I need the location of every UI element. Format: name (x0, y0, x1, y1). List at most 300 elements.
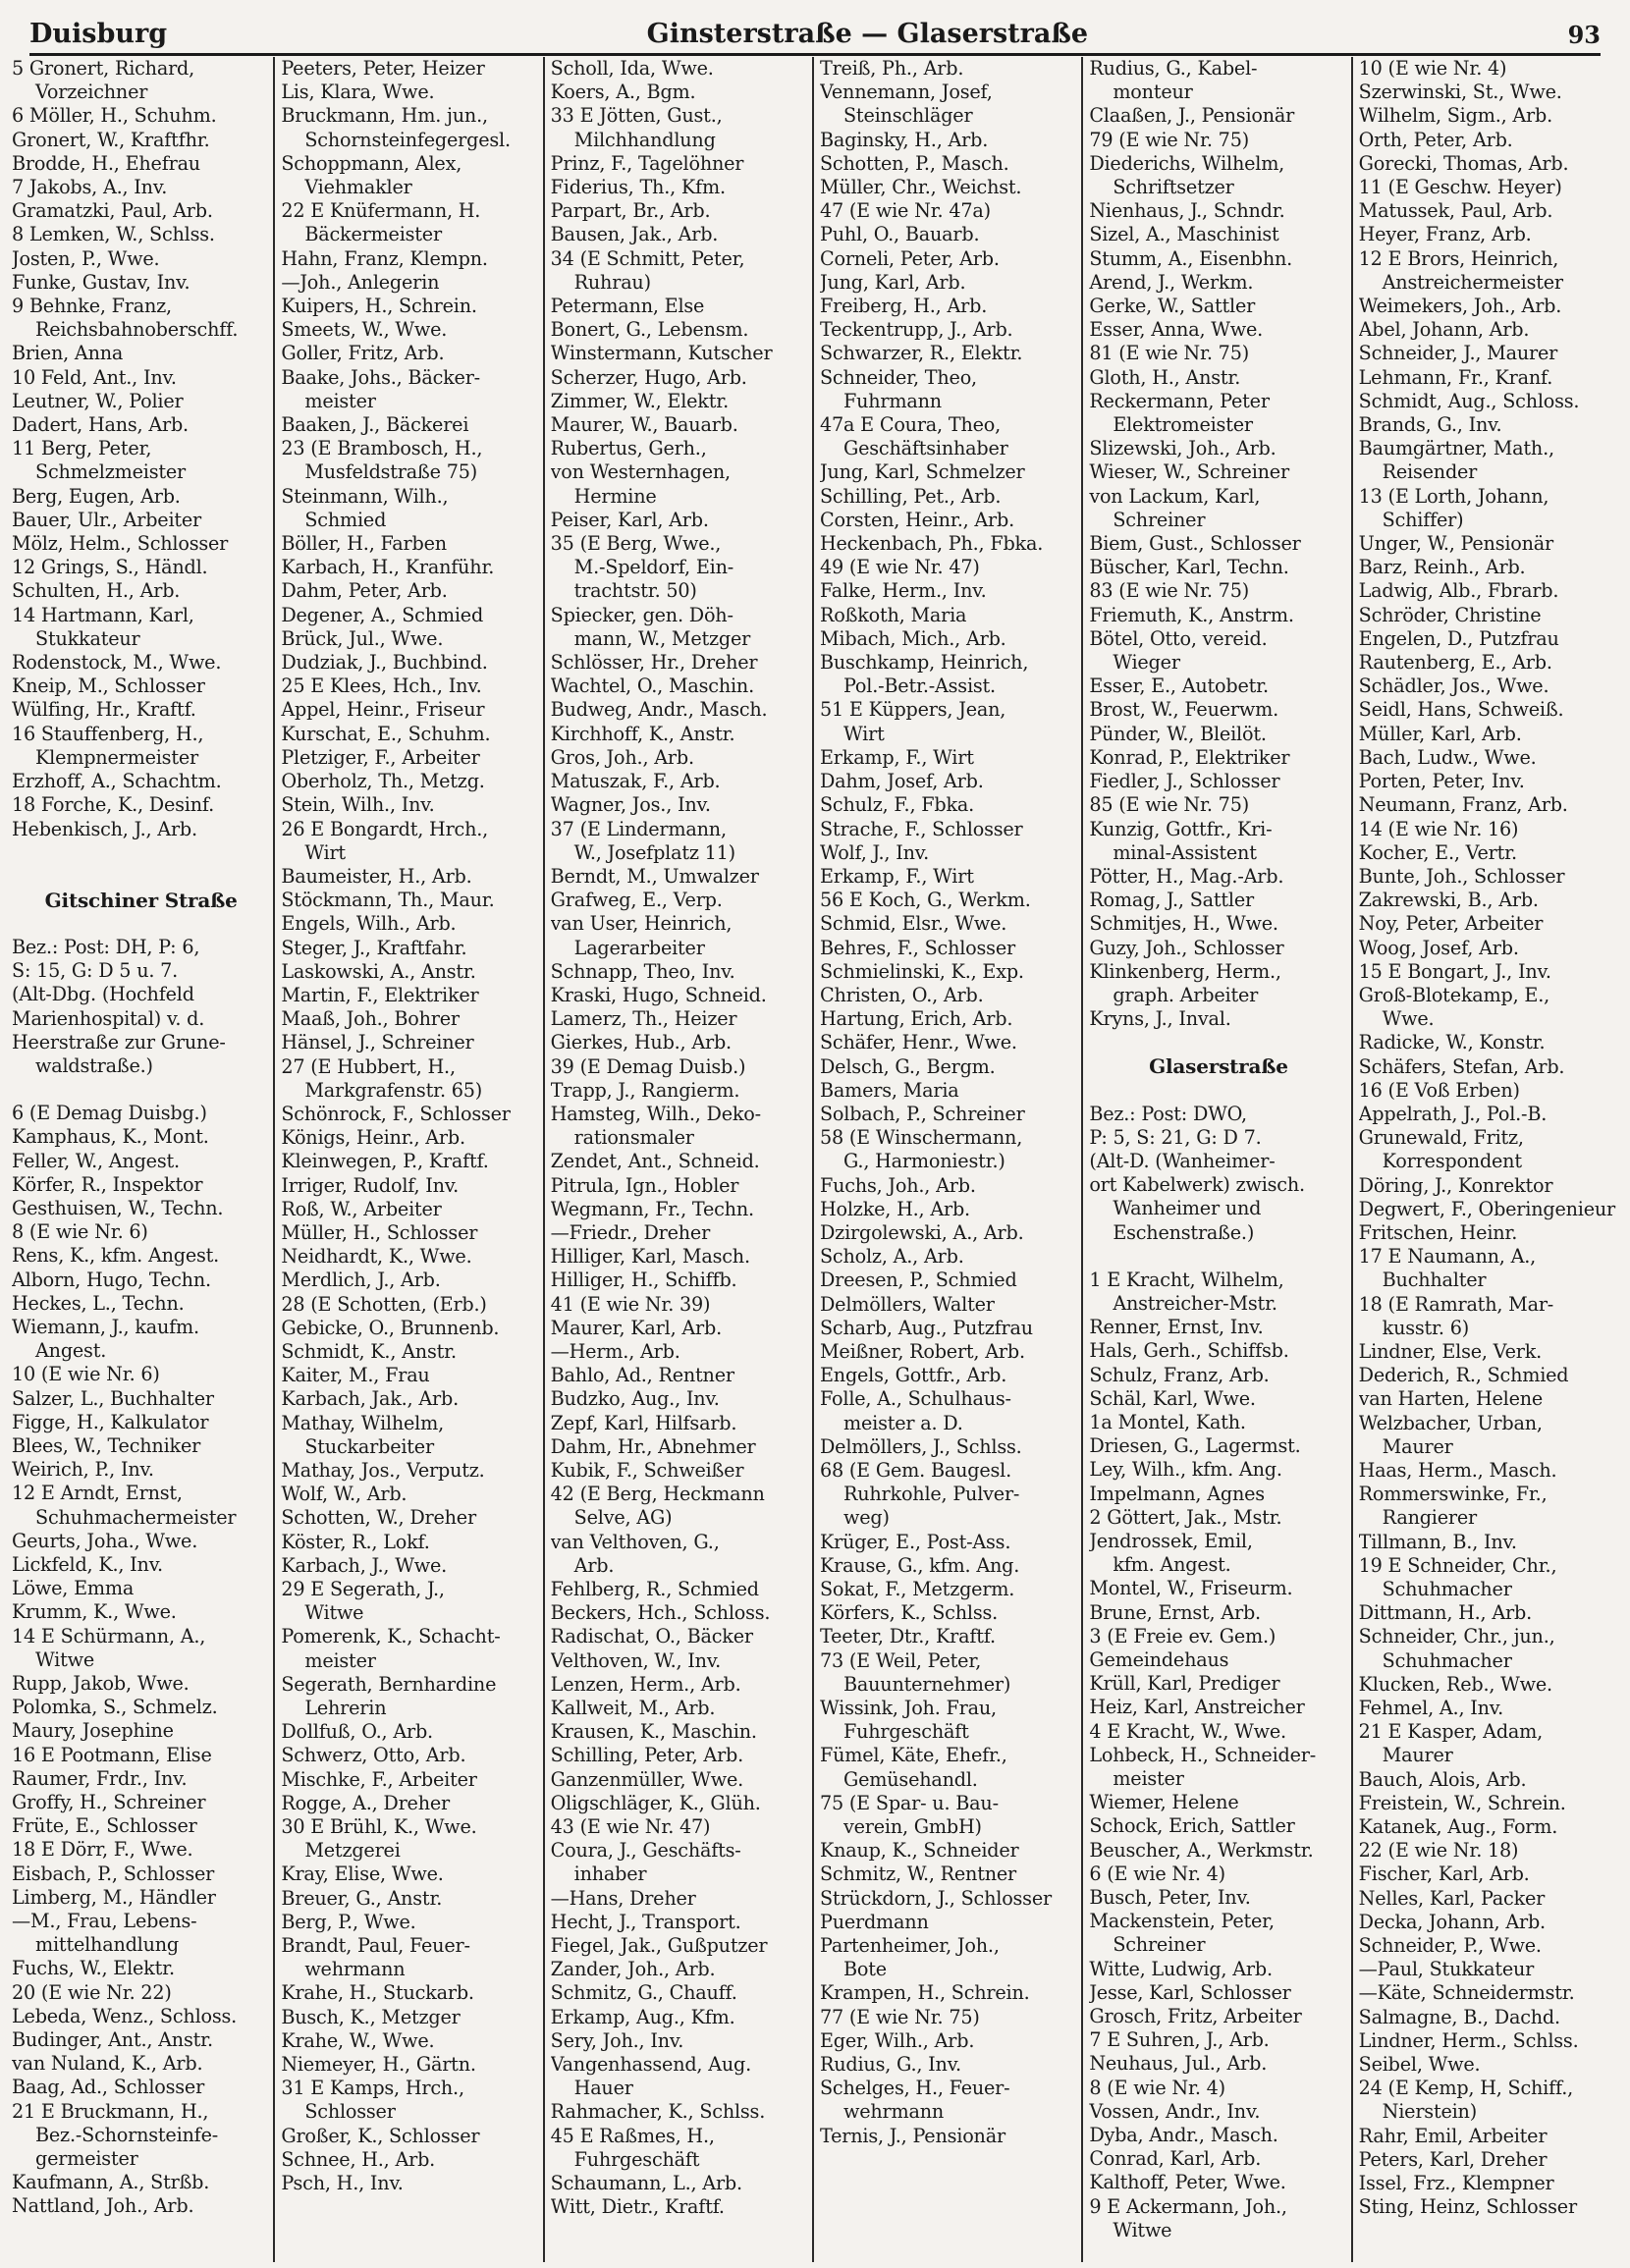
directory-entry: Rautenberg, E., Arb. (1358, 651, 1552, 675)
entry-continuation: Klempnermeister (35, 745, 198, 769)
entry-continuation: Wieger (1113, 651, 1180, 675)
entry-continuation: Milchhandlung (573, 128, 716, 151)
directory-entry: Vennemann, Josef, (819, 81, 993, 104)
directory-entry: 9 E Ackermann, Joh., (1089, 2194, 1287, 2218)
directory-entry: 25 E Klees, Hch., Inv. (281, 675, 482, 698)
entry-continuation: Witwe (304, 1601, 364, 1625)
directory-entry: Rogge, A., Dreher (281, 1791, 450, 1814)
directory-entry: Groß-Blotekamp, E., (1358, 983, 1549, 1006)
directory-entry: Mackenstein, Peter, (1089, 1910, 1275, 1933)
directory-entry: 16 Stauffenberg, H., (12, 722, 204, 745)
directory-entry: Schneider, J., Maurer (1358, 342, 1558, 365)
directory-entry: 6 (E wie Nr. 4) (1089, 1862, 1225, 1885)
directory-entry: Lenzen, Herm., Arb. (550, 1672, 741, 1696)
directory-entry: 77 (E wie Nr. 75) (819, 2005, 980, 2028)
directory-entry: Pünder, W., Bleilöt. (1089, 722, 1267, 745)
entry-continuation: minal-Assistent (1113, 840, 1257, 864)
directory-entry: 27 (E Hubbert, H., (281, 1054, 456, 1078)
directory-entry: Alborn, Hugo, Techn. (12, 1268, 211, 1291)
directory-entry: Solbach, P., Schreiner (819, 1102, 1025, 1125)
directory-entry: 14 Hartmann, Karl, (12, 603, 194, 626)
directory-entry: Fuchs, Joh., Arb. (819, 1173, 976, 1197)
directory-entry: Gerke, W., Sattler (1089, 295, 1256, 318)
entry-continuation: mittelhandlung (35, 1933, 180, 1957)
directory-entry: 41 (E wie Nr. 39) (550, 1292, 711, 1316)
directory-entry: Wolf, J., Inv. (819, 840, 930, 864)
directory-entry: Döring, J., Konrektor (1358, 1173, 1553, 1197)
directory-entry: Christen, O., Arb. (819, 983, 984, 1006)
directory-entry: Unger, W., Pensionär (1358, 532, 1553, 556)
directory-entry: Fuchs, W., Elektr. (12, 1957, 175, 1980)
directory-entry: Neidhardt, K., Wwe. (281, 1245, 472, 1269)
directory-entry: 2 Göttert, Jak., Mstr. (1089, 1505, 1282, 1529)
directory-entry: 11 (E Geschw. Heyer) (1358, 176, 1562, 199)
directory-entry: Maaß, Joh., Bohrer (281, 1007, 460, 1031)
directory-entry: Tillmann, B., Inv. (1358, 1530, 1517, 1553)
directory-entry: Issel, Frz., Klempner (1358, 2172, 1554, 2195)
directory-entry: Schlösser, Hr., Dreher (550, 651, 758, 675)
directory-entry: Behres, F., Schlosser (819, 936, 1015, 959)
entry-continuation: Gemüsehandl. (842, 1767, 978, 1791)
directory-entry: Gramatzki, Paul, Arb. (12, 199, 213, 223)
directory-entry: 28 (E Schotten, (Erb.) (281, 1292, 487, 1316)
directory-entry: Roßkoth, Maria (819, 603, 967, 626)
directory-entry: 26 E Bongardt, Hrch., (281, 817, 489, 840)
directory-entry: 14 (E wie Nr. 16) (1358, 817, 1519, 840)
directory-entry: Steger, J., Kraftfahr. (281, 936, 467, 959)
entry-continuation: Stuckarbeiter (304, 1434, 434, 1458)
directory-entry: Martin, F., Elektriker (281, 983, 479, 1006)
directory-entry: Schilling, Peter, Arb. (550, 1744, 744, 1767)
directory-entry: Scherzer, Hugo, Arb. (550, 365, 747, 389)
directory-entry: Seidl, Hans, Schweiß. (1358, 698, 1564, 722)
entry-continuation: Korrespondent (1382, 1150, 1522, 1173)
directory-entry: 8 (E wie Nr. 6) (12, 1220, 148, 1244)
directory-entry: Fiderius, Th., Kfm. (550, 176, 726, 199)
directory-entry: Bauer, Ulr., Arbeiter (12, 508, 202, 531)
directory-entry: Appelrath, J., Pol.-B. (1358, 1102, 1548, 1125)
directory-entry: —Friedr., Dreher (550, 1220, 711, 1244)
directory-entry: Baake, Johs., Bäcker- (281, 365, 480, 389)
directory-entry: Baumgärtner, Math., (1358, 437, 1554, 460)
directory-entry: Feller, W., Angest. (12, 1149, 180, 1172)
directory-entry: Bez.: Post: DH, P: 6, (12, 935, 200, 958)
directory-entry: Dadert, Hans, Arb. (12, 413, 189, 437)
directory-entry: Wülfing, Hr., Kraftf. (12, 698, 196, 722)
directory-entry: —M., Frau, Lebens- (12, 1910, 197, 1933)
entry-continuation: kusstr. 6) (1382, 1316, 1469, 1339)
directory-entry: Falke, Herm., Inv. (819, 579, 987, 603)
directory-entry: Spiecker, gen. Döh- (550, 603, 734, 626)
directory-entry: Wilhelm, Sigm., Arb. (1358, 104, 1553, 128)
directory-entry: Rahmacher, K., Schlss. (550, 2100, 766, 2124)
directory-entry: —Herm., Arb. (550, 1339, 680, 1363)
directory-entry: Schnapp, Theo, Inv. (550, 959, 735, 983)
directory-entry: 37 (E Lindermann, (550, 817, 727, 840)
entry-continuation: weg) (842, 1506, 890, 1530)
entry-continuation: Schuhmacher (1382, 1578, 1512, 1600)
city-heading: Duisburg (29, 19, 168, 49)
entry-continuation: waldstraße.) (35, 1053, 153, 1077)
directory-entry: Baaken, J., Bäckerei (281, 413, 469, 437)
directory-entry: Schädler, Jos., Wwe. (1358, 675, 1549, 698)
directory-entry: Bunte, Joh., Schlosser (1358, 864, 1565, 888)
directory-entry: Büscher, Karl, Techn. (1089, 556, 1289, 579)
directory-entry: Bamers, Maria (819, 1078, 959, 1102)
entry-continuation: Reichsbahnoberschff. (35, 318, 239, 342)
directory-entry: 6 (E Demag Duisbg.) (12, 1102, 207, 1125)
directory-entry: Esser, Anna, Wwe. (1089, 318, 1264, 342)
directory-entry: 9 Behnke, Franz, (12, 295, 172, 318)
directory-entry: Katanek, Aug., Form. (1358, 1815, 1558, 1839)
directory-entry: Hilliger, Karl, Masch. (550, 1245, 750, 1269)
directory-entry: Knaup, K., Schneider (819, 1839, 1019, 1863)
directory-entry: Arend, J., Werkm. (1089, 270, 1254, 294)
page-number: 93 (1567, 21, 1601, 49)
entry-continuation: Buchhalter (1382, 1269, 1487, 1292)
spacer (12, 912, 270, 936)
directory-entry: 8 (E wie Nr. 4) (1089, 2076, 1225, 2099)
directory-entry: Wissink, Joh. Frau, (819, 1697, 997, 1720)
directory-entry: P: 5, S: 21, G: D 7. (1089, 1125, 1262, 1149)
directory-entry: Bötel, Otto, vereid. (1089, 626, 1268, 650)
directory-entry: Koers, A., Bgm. (550, 81, 696, 104)
directory-entry: Driesen, G., Lagermst. (1089, 1434, 1301, 1458)
directory-entry: Neumann, Franz, Arb. (1358, 793, 1568, 817)
directory-entry: Psch, H., Inv. (281, 2172, 404, 2195)
directory-entry: Fehmel, A., Inv. (1358, 1697, 1504, 1720)
directory-entry: 24 (E Kemp, H, Schiff., (1358, 2077, 1574, 2100)
directory-entry: Witte, Ludwig, Arb. (1089, 1957, 1273, 1980)
directory-entry: Köster, R., Lokf. (281, 1530, 430, 1553)
directory-entry: Welzbacher, Urban, (1358, 1411, 1543, 1434)
directory-entry: 14 E Schürmann, A., (12, 1624, 206, 1647)
directory-entry: 33 E Jötten, Gust., (550, 104, 723, 128)
directory-entry: Teckentrupp, J., Arb. (819, 318, 1013, 342)
directory-entry: Decka, Johann, Arb. (1358, 1910, 1546, 1933)
spacer (12, 865, 270, 889)
directory-entry: Friemuth, K., Anstrm. (1089, 603, 1294, 626)
directory-entry: Kraski, Hugo, Schneid. (550, 983, 767, 1006)
directory-entry: Schotten, W., Dreher (281, 1506, 476, 1530)
directory-column-1 (6, 57, 275, 2262)
directory-entry: Stöckmann, Th., Maur. (281, 889, 495, 912)
directory-entry: Heyer, Franz, Arb. (1358, 223, 1532, 246)
directory-entry: 43 (E wie Nr. 47) (550, 1815, 711, 1839)
directory-entry: 12 E Arndt, Ernst, (12, 1482, 183, 1505)
entry-continuation: kfm. Angest. (1113, 1553, 1231, 1577)
directory-column-2 (275, 57, 544, 2262)
directory-entry: Erzhoff, A., Schachtm. (12, 770, 222, 793)
directory-entry: Berg, Eugen, Arb. (12, 484, 181, 508)
directory-entry: Lickfeld, K., Inv. (12, 1552, 163, 1576)
directory-entry: Müller, Chr., Weichst. (819, 176, 1022, 199)
directory-entry: Zepf, Karl, Hilfsarb. (550, 1411, 737, 1434)
street-range-heading: Ginsterstraße — Glaserstraße (646, 19, 1089, 49)
directory-entry: 15 E Bongart, J., Inv. (1358, 959, 1551, 983)
entry-continuation: Schlosser (304, 2100, 396, 2124)
entry-continuation: Witwe (35, 1647, 95, 1671)
directory-entry: Krampen, H., Schrein. (819, 1981, 1030, 2005)
directory-entry: Mathay, Wilhelm, (281, 1411, 445, 1434)
directory-entry: Matussek, Paul, Arb. (1358, 199, 1553, 223)
entry-continuation: Angest. (35, 1339, 107, 1363)
directory-entry: 1 E Kracht, Wilhelm, (1089, 1268, 1284, 1291)
directory-entry: (Alt-Dbg. (Hochfeld (12, 983, 194, 1006)
directory-entry: 8 Lemken, W., Schlss. (12, 223, 215, 246)
directory-entry: Jung, Karl, Schmelzer (819, 460, 1025, 484)
directory-entry: Großer, K., Schlosser (281, 2124, 480, 2147)
directory-entry: Schwarzer, R., Elektr. (819, 342, 1023, 365)
directory-entry: 79 (E wie Nr. 75) (1089, 128, 1249, 151)
directory-entry: Brands, G., Inv. (1358, 413, 1502, 437)
directory-entry: 34 (E Schmitt, Peter, (550, 246, 745, 270)
directory-entry: 11 Berg, Peter, (12, 437, 152, 460)
directory-entry: Dahm, Josef, Arb. (819, 770, 984, 793)
directory-entry: van Nuland, K., Arb. (12, 2052, 203, 2076)
directory-entry: 10 Feld, Ant., Inv. (12, 365, 177, 389)
street-heading: Gitschiner Straße (44, 888, 238, 912)
directory-entry: Salzer, L., Buchhalter (12, 1386, 214, 1410)
directory-entry: Niemeyer, H., Gärtn. (281, 2053, 476, 2077)
entry-continuation: mann, W., Metzger (573, 626, 751, 650)
directory-entry: Vangenhassend, Aug. (550, 2053, 752, 2077)
directory-entry: Holzke, H., Arb. (819, 1197, 970, 1220)
entry-continuation: Bez.-Schornsteinfe- (35, 2123, 219, 2146)
directory-entry: Schäl, Karl, Wwe. (1089, 1386, 1256, 1410)
directory-entry: Freiberg, H., Arb. (819, 295, 988, 318)
directory-entry: Budzko, Aug., Inv. (550, 1387, 720, 1411)
directory-entry: Guzy, Joh., Schlosser (1089, 936, 1284, 959)
directory-entry: Busch, K., Metzger (281, 2005, 461, 2028)
directory-entry: Sokat, F., Metzgerm. (819, 1578, 1015, 1600)
directory-entry: Scharb, Aug., Putzfrau (819, 1316, 1033, 1339)
directory-entry: Schnee, H., Arb. (281, 2147, 436, 2171)
directory-entry: Grunewald, Fritz, (1358, 1126, 1524, 1150)
directory-entry: Schmitz, G., Chauff. (550, 1981, 737, 2005)
directory-entry: Zakrewski, B., Arb. (1358, 889, 1539, 912)
entry-continuation: Bauunternehmer) (842, 1672, 1011, 1696)
directory-entry: Königs, Heinr., Arb. (281, 1126, 465, 1150)
directory-entry: 18 Forche, K., Desinf. (12, 793, 214, 817)
directory-entry: 85 (E wie Nr. 75) (1089, 793, 1249, 817)
spacer (12, 1078, 270, 1102)
directory-entry: 16 (E Voß Erben) (1358, 1078, 1520, 1102)
directory-entry: Geurts, Joha., Wwe. (12, 1529, 198, 1552)
directory-entry: Pitrula, Ign., Hobler (550, 1173, 739, 1197)
directory-entry: Budweg, Andr., Masch. (550, 698, 768, 722)
directory-entry: Matuszak, F., Arb. (550, 770, 721, 793)
directory-entry: 12 Grings, S., Händl. (12, 556, 208, 579)
directory-entry: Schaumann, L., Arb. (550, 2172, 742, 2195)
entry-continuation: G., Harmoniestr.) (842, 1150, 1005, 1173)
directory-entry: Peeters, Peter, Heizer (281, 57, 485, 80)
directory-entry: Mölz, Helm., Schlosser (12, 532, 229, 556)
directory-entry: Kubik, F., Schweißer (550, 1458, 744, 1482)
entry-continuation: wehrmann (304, 1958, 406, 1981)
directory-column-3 (545, 57, 814, 2262)
entry-continuation: Musfeldstraße 75) (304, 460, 477, 484)
directory-entry: Dederich, R., Schmied (1358, 1364, 1569, 1387)
directory-entry: Fehlberg, R., Schmied (550, 1578, 759, 1600)
directory-entry: Stein, Wilh., Inv. (281, 793, 435, 817)
directory-entry: Marienhospital) v. d. (12, 1006, 205, 1030)
directory-entry: Krause, G., kfm. Ang. (819, 1553, 1020, 1577)
directory-entry: Löwe, Emma (12, 1577, 135, 1600)
directory-entry: Heerstraße zur Grune- (12, 1030, 226, 1053)
directory-entry: Renner, Ernst, Inv. (1089, 1316, 1264, 1339)
directory-entry: von Lackum, Karl, (1089, 484, 1261, 508)
directory-entry: Bausen, Jak., Arb. (550, 223, 719, 246)
directory-entry: Teeter, Dtr., Kraftf. (819, 1625, 996, 1648)
directory-entry: Krausen, K., Maschin. (550, 1720, 757, 1744)
directory-entry: Engels, Wilh., Arb. (281, 912, 457, 936)
directory-entry: Lehmann, Fr., Kranf. (1358, 365, 1553, 389)
directory-entry: Ternis, J., Pensionär (819, 2124, 1005, 2147)
directory-entry: Meißner, Robert, Arb. (819, 1339, 1025, 1363)
directory-entry: Dollfuß, O., Arb. (281, 1720, 433, 1744)
directory-entry: 13 (E Lorth, Johann, (1358, 484, 1549, 508)
directory-entry: 23 (E Brambosch, H., (281, 437, 483, 460)
directory-entry: Prinz, F., Tagelöhner (550, 151, 744, 175)
entry-continuation: Selve, AG) (573, 1506, 673, 1530)
directory-entry: Karbach, H., Kranführ. (281, 556, 495, 579)
entry-continuation: Witwe (1113, 2218, 1172, 2241)
directory-entry: Delsch, G., Bergm. (819, 1054, 996, 1078)
directory-entry: Noy, Peter, Arbeiter (1358, 912, 1544, 936)
directory-entry: Baag, Ad., Schlosser (12, 2076, 205, 2099)
directory-entry: Polomka, S., Schmelz. (12, 1696, 218, 1719)
directory-entry: Laskowski, A., Anstr. (281, 959, 476, 983)
directory-entry: Degwert, F., Oberingenieur (1358, 1197, 1615, 1220)
directory-entry: Kalthoff, Peter, Wwe. (1089, 2171, 1286, 2194)
directory-entry: Heiz, Karl, Anstreicher (1089, 1696, 1305, 1719)
directory-entry: 81 (E wie Nr. 75) (1089, 342, 1249, 365)
directory-entry: Winstermann, Kutscher (550, 342, 773, 365)
entry-continuation: Hermine (573, 484, 657, 508)
directory-entry: 73 (E Weil, Peter, (819, 1648, 982, 1672)
directory-entry: Rahr, Emil, Arbeiter (1358, 2124, 1548, 2147)
directory-entry: Kray, Elise, Wwe. (281, 1863, 444, 1886)
directory-entry: Merdlich, J., Arb. (281, 1269, 441, 1292)
entry-continuation: Stukkateur (35, 626, 140, 650)
directory-entry: Orth, Peter, Arb. (1358, 128, 1513, 151)
directory-entry: Wegmann, Fr., Techn. (550, 1197, 754, 1220)
directory-entry: Corneli, Peter, Arb. (819, 246, 1000, 270)
directory-entry: 47 (E wie Nr. 47a) (819, 199, 991, 223)
directory-entry: Pletziger, F., Arbeiter (281, 745, 480, 769)
entry-continuation: Anstreichermeister (1382, 270, 1563, 294)
directory-entry: Bahlo, Ad., Rentner (550, 1364, 734, 1387)
directory-entry: Degener, A., Schmied (281, 603, 484, 626)
directory-entry: Schmielinski, K., Exp. (819, 959, 1024, 983)
directory-entry: Fritschen, Heinr. (1358, 1220, 1518, 1244)
directory-entry: von Westernhagen, (550, 460, 731, 484)
directory-entry: Zendet, Ant., Schneid. (550, 1150, 760, 1173)
directory-entry: Velthoven, W., Inv. (550, 1648, 722, 1672)
entry-continuation: Viehmakler (304, 176, 412, 199)
entry-continuation: Pol.-Betr.-Assist. (842, 675, 996, 698)
directory-entry: Delmöllers, Walter (819, 1292, 995, 1316)
directory-entry: Schneider, Theo, (819, 365, 977, 389)
entry-continuation: Schmelzmeister (35, 460, 187, 484)
directory-entry: Bauch, Alois, Arb. (1358, 1767, 1527, 1791)
directory-entry: Hilliger, H., Schiffb. (550, 1269, 737, 1292)
directory-entry: Oberholz, Th., Metzg. (281, 770, 485, 793)
directory-entry: Lis, Klara, Wwe. (281, 81, 435, 104)
entry-continuation: Fuhrgeschäft (573, 2147, 700, 2171)
directory-entry: Esser, E., Autobetr. (1089, 675, 1269, 698)
directory-entry: Schilling, Pet., Arb. (819, 484, 1002, 508)
directory-entry: Schäfers, Stefan, Arb. (1358, 1054, 1565, 1078)
entry-continuation: Schuhmacher (1382, 1648, 1512, 1672)
directory-entry: Irriger, Rudolf, Inv. (281, 1173, 460, 1197)
directory-entry: Mathay, Jos., Verputz. (281, 1458, 485, 1482)
directory-entry: Hänsel, J., Schreiner (281, 1031, 474, 1054)
entry-continuation: Elektromeister (1113, 413, 1253, 437)
directory-entry: 21 E Kasper, Adam, (1358, 1720, 1544, 1744)
directory-column-5 (1083, 57, 1352, 2262)
directory-entry: Beckers, Hch., Schloss. (550, 1601, 771, 1625)
directory-entry: Dittmann, H., Arb. (1358, 1601, 1532, 1625)
directory-entry: Gierkes, Hub., Arb. (550, 1031, 732, 1054)
directory-entry: Rodenstock, M., Wwe. (12, 651, 222, 675)
directory-entry: Kaufmann, A., Strßb. (12, 2171, 210, 2194)
directory-entry: 10 (E wie Nr. 4) (1358, 57, 1507, 80)
directory-entry: Fiegel, Jak., Gußputzer (550, 1934, 768, 1958)
directory-entry: Erkamp, F., Wirt (819, 745, 974, 769)
directory-entry: Brune, Ernst, Arb. (1089, 1600, 1261, 1624)
directory-entry: Eisbach, P., Schlosser (12, 1862, 215, 1885)
directory-entry: Bach, Ludw., Wwe. (1358, 745, 1537, 769)
directory-entry: 17 E Naumann, A., (1358, 1245, 1537, 1269)
entry-continuation: Eschenstraße.) (1113, 1220, 1255, 1244)
directory-entry: Schönrock, F., Schlosser (281, 1102, 511, 1125)
directory-entry: Wieser, W., Schreiner (1089, 460, 1289, 484)
directory-entry: —Paul, Stukkateur (1358, 1958, 1535, 1981)
directory-entry: Peiser, Karl, Arb. (550, 508, 709, 531)
directory-entry: Zimmer, W., Elektr. (550, 389, 729, 412)
directory-entry: Josten, P., Wwe. (12, 246, 160, 270)
directory-entry: Corsten, Heinr., Arb. (819, 508, 1015, 531)
entry-continuation: W., Josefplatz 11) (573, 840, 735, 864)
directory-entry: Nattland, Joh., Arb. (12, 2194, 194, 2218)
directory-entry: Zander, Joh., Arb. (550, 1958, 716, 1981)
directory-entry: Schotten, P., Masch. (819, 151, 1009, 175)
directory-entry: Erkamp, F., Wirt (819, 864, 974, 888)
directory-entry: S: 15, G: D 5 u. 7. (12, 959, 179, 983)
directory-entry: 56 E Koch, G., Werkm. (819, 889, 1031, 912)
directory-entry: Jendrossek, Emil, (1089, 1529, 1253, 1552)
directory-entry: Ladwig, Alb., Fbrarb. (1358, 579, 1559, 603)
directory-entry: Wiemann, J., kaufm. (12, 1315, 199, 1338)
directory-entry: Gros, Joh., Arb. (550, 745, 694, 769)
directory-entry: 31 E Kamps, Hrch., (281, 2077, 464, 2100)
directory-entry: van Harten, Helene (1358, 1387, 1544, 1411)
entry-continuation: meister (1113, 1767, 1184, 1791)
entry-continuation: Hauer (573, 2077, 633, 2100)
directory-entry: Impelmann, Agnes (1089, 1482, 1265, 1505)
directory-entry: Dahm, Peter, Arb. (281, 579, 448, 603)
directory-entry: Schwerz, Otto, Arb. (281, 1744, 466, 1767)
directory-entry: Kaiter, M., Frau (281, 1364, 430, 1387)
entry-continuation: Nierstein) (1382, 2100, 1477, 2124)
entry-continuation: Metzgerei (304, 1839, 401, 1863)
directory-entry: Porten, Peter, Inv. (1358, 770, 1525, 793)
directory-entry: Lamerz, Th., Heizer (550, 1007, 737, 1031)
directory-entry: Baginsky, H., Arb. (819, 128, 989, 151)
directory-entry: Böller, H., Farben (281, 532, 447, 556)
